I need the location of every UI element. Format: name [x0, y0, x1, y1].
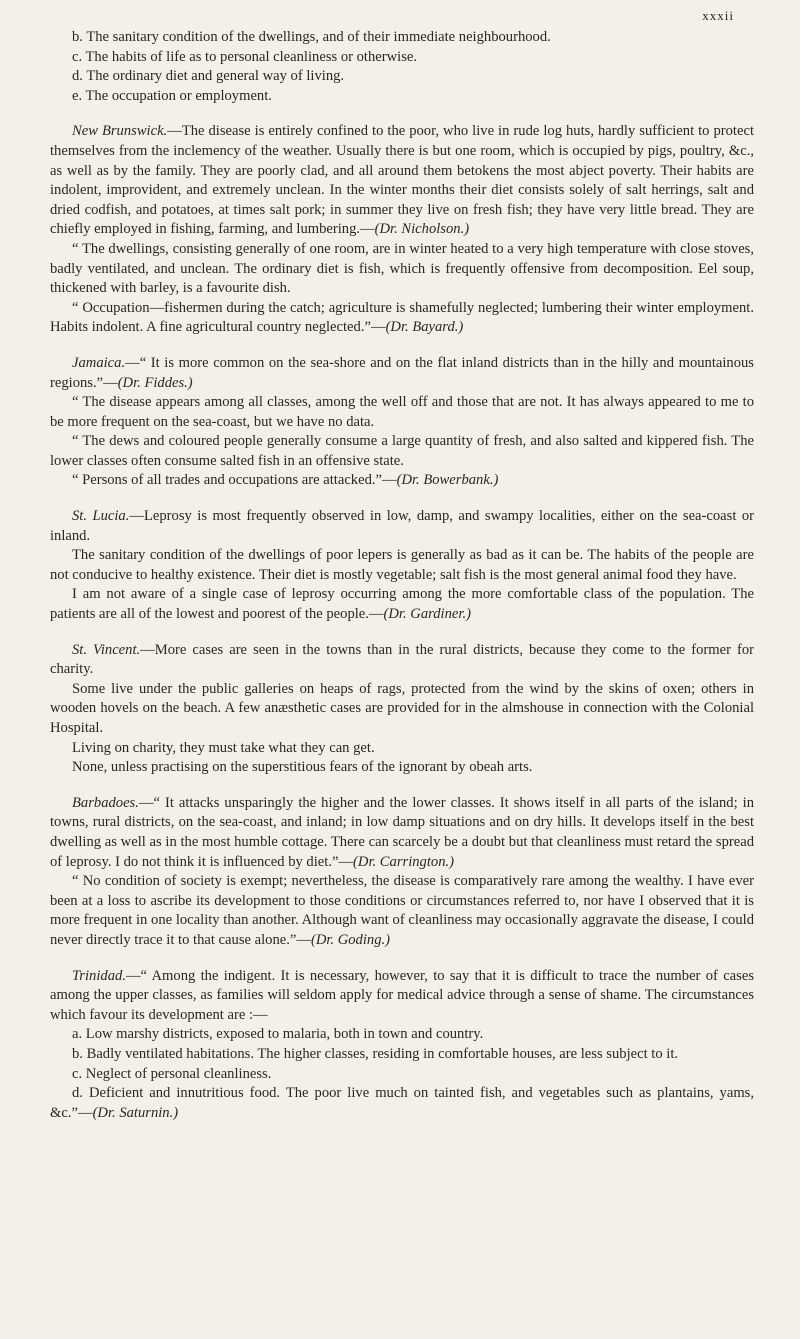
page-number: xxxii	[702, 8, 734, 23]
section-heading: New Brunswick.	[72, 123, 168, 140]
section-heading: Barbadoes.	[72, 794, 139, 811]
paragraph	[50, 471, 754, 491]
top-list-item-b: b. The sanitary condition of the dwellings, and of their immediate neighbourhood.	[72, 29, 551, 45]
citation: (Dr. Bowerbank.)	[396, 472, 499, 489]
paragraph-text: —“ It is more common on the sea-shore and on the flat inland districts than in the hilly and mountainous regions.”—	[50, 354, 754, 391]
citation: (Dr. Nicholson.)	[374, 221, 470, 238]
paragraph	[50, 585, 754, 624]
paragraph-text: d. Deficient and innutritious food. The poor live much on tainted fish, and vegetables such as plantains, yams, &c.”—	[50, 1085, 754, 1121]
list-item: c. Neglect of personal cleanliness.	[72, 1065, 272, 1082]
citation: (Dr. Bayard.)	[385, 319, 464, 336]
trinidad-list	[50, 1025, 754, 1123]
paragraph-text: —“ Among the indigent. It is necessary, however, to say that it is difficult to trace the number of cases among the upper classes, as families will seldom apply for medical advice through a sense of shame. The circumstances which favour its development are :—	[50, 967, 754, 1023]
paragraph	[50, 967, 754, 1026]
section-barbadoes	[50, 794, 754, 951]
paragraph	[50, 122, 754, 240]
top-list-item-d: d. The ordinary diet and general way of living.	[72, 68, 345, 85]
paragraph: “ The disease appears among all classes, among the well off and those that are not. It has always appeared to me to be more frequent on the sea-coast, but we have no data.	[50, 394, 754, 430]
list-item	[50, 1084, 754, 1123]
paragraph	[50, 354, 754, 393]
paragraph	[50, 872, 754, 950]
citation: (Dr. Carrington.)	[353, 853, 454, 870]
citation: (Dr. Fiddes.)	[117, 374, 193, 391]
section-st-vincent	[50, 641, 754, 778]
section-heading: St. Lucia.	[72, 508, 130, 525]
paragraph-text: I am not aware of a single case of leprosy occurring among the more comfortable class of the population. The patients are all of the lowest and poorest of the people.—	[50, 586, 754, 623]
paragraph-text: “ Persons of all trades and occupations are attacked.”—	[72, 472, 397, 489]
paragraph: None, unless practising on the superstitious fears of the ignorant by obeah arts.	[72, 759, 533, 776]
paragraph-text: “ No condition of society is exempt; nevertheless, the disease is comparatively rare among the wealthy. I have ever been at a loss to ascribe its development to those conditions or circumstances referred to, nor have I observed that it is more frequent in one locality than another. Although want of cleanliness may occasionally aggravate the disease, I could never directly trace it to that cause alone.”—	[50, 873, 754, 948]
paragraph: Living on charity, they must take what they can get.	[72, 739, 375, 756]
paragraph: “ The dwellings, consisting generally of one room, are in winter heated to a very high temperature with close stoves, badly ventilated, and unclean. The ordinary diet is fish, which is frequently offensive from decomposition. Eel soup, thickened with barley, is a favourite dish.	[50, 240, 754, 297]
paragraph: Some live under the public galleries on heaps of rags, protected from the wind by the skins of oxen; others in wooden hovels on the beach. A few anæsthetic cases are provided for in the almshouse in connection with the Colonial Hospital.	[50, 680, 754, 736]
list-item: b. Badly ventilated habitations. The higher classes, residing in comfortable houses, are less subject to it.	[72, 1045, 679, 1062]
section-trinidad	[50, 967, 754, 1124]
paragraph: The sanitary condition of the dwellings of poor lepers is generally as bad as it can be. The habits of the people are not conducive to healthy existence. Their diet is mostly vegetable; salt fish is the most general animal food they have.	[50, 547, 754, 583]
section-new-brunswick	[50, 122, 754, 338]
top-list	[50, 28, 754, 106]
paragraph: “ The dews and coloured people generally consume a large quantity of fresh, and also salted and kippered fish. The lower classes often consume salted fish in an offensive state.	[50, 433, 754, 469]
paragraph-text: “ Occupation—fishermen during the catch; agriculture is shamefully neglected; lumbering their winter employment. Habits indolent. A fine agricultural country neglected.”—	[50, 299, 754, 336]
citation: (Dr. Goding.)	[310, 931, 390, 948]
paragraph	[50, 641, 754, 680]
citation: (Dr. Gardiner.)	[383, 606, 471, 623]
section-heading: Trinidad.	[72, 967, 126, 984]
paragraph-text: —“ It attacks unsparingly the higher and the lower classes. It shows itself in all parts of the island; in towns, rural districts, on the sea-coast, and inland; in low damp situations and on dry hills. It develops itself in the best dwelling as well as in the most humble cottage. There can scarcely be a doubt but that cleanliness must retard the spread of leprosy. I do not think it is influenced by diet.”—	[50, 794, 754, 870]
section-st-lucia	[50, 507, 754, 625]
paragraph-text: —The disease is entirely confined to the poor, who live in rude log huts, hardly sufficient to protect themselves from the inclemency of the weather. Usually there is but one room, which is occupied by pigs, poultry, &c., as well as by the family. They are poorly clad, and all around them betokens the most abject poverty. Their habits are indolent, improvident, and extremely unclean. In the winter months their diet consists solely of salt herrings, salt and dried codfish, and potatoes, at times salt pork; in summer they live on fresh fish; they have very little bread. They are chiefly employed in fishing, farming, and lumbering.—	[50, 123, 754, 238]
paragraph	[50, 507, 754, 546]
citation: (Dr. Saturnin.)	[92, 1104, 179, 1121]
section-heading: Jamaica.	[72, 354, 126, 371]
paragraph-text: —More cases are seen in the towns than in the rural districts, because they come to the former for charity.	[50, 641, 754, 678]
list-item: a. Low marshy districts, exposed to malaria, both in town and country.	[72, 1026, 484, 1043]
top-list-item-e: e. The occupation or employment.	[72, 87, 272, 104]
paragraph-text: —Leprosy is most frequently observed in low, damp, and swampy localities, either on the sea-coast or inland.	[50, 508, 754, 544]
section-heading: St. Vincent.	[72, 641, 141, 658]
section-jamaica	[50, 354, 754, 491]
top-list-item-c: c. The habits of life as to personal cleanliness or otherwise.	[72, 48, 418, 65]
paragraph	[50, 299, 754, 338]
paragraph	[50, 794, 754, 872]
